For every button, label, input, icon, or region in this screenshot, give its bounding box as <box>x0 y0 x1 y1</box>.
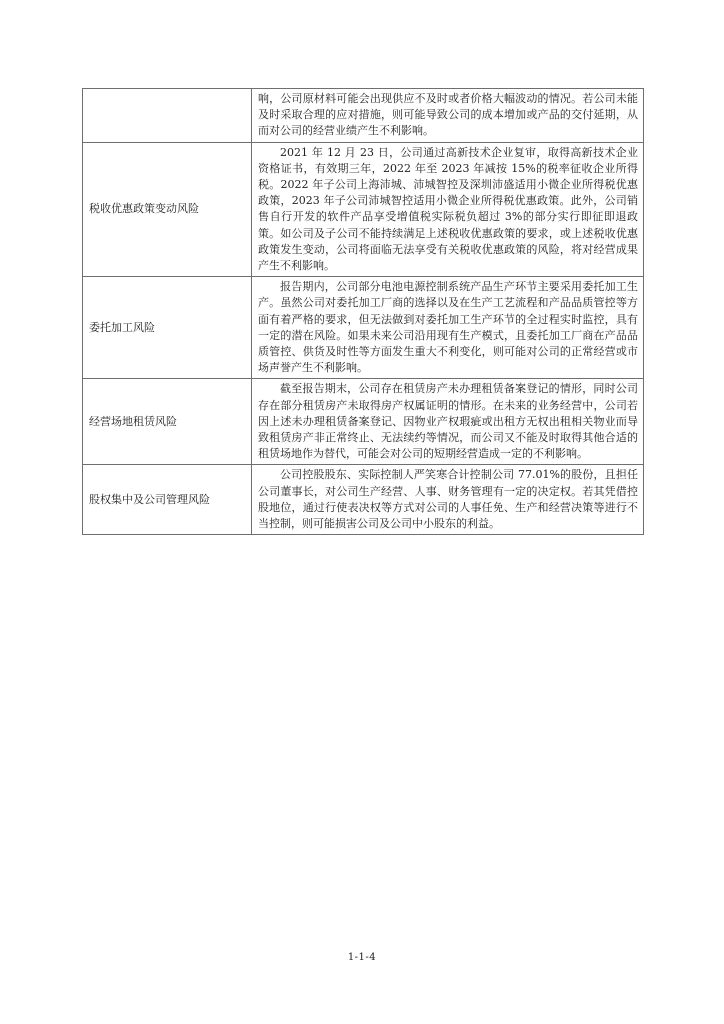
table-row <box>83 379 644 465</box>
risk-table <box>82 88 644 535</box>
table-row <box>83 142 644 277</box>
risk-description: 截至报告期末，公司存在租赁房产未办理租赁备案登记的情形，同时公司存在部分租赁房产未取得房产权属证明的情形。在未来的业务经营中，公司若因上述未办理租赁备案登记、因物业产权瑕疵或出租方无权出租相关物业而导致租赁房产非正常终止、无法续约等情况，而公司又不能及时取得其他合适的租赁场地作为替代，可能会对公司的短期经营造成一定的不利影响。 <box>252 379 644 465</box>
risk-name: 税收优惠政策变动风险 <box>83 142 252 277</box>
risk-description: 报告期内，公司部分电池电源控制系统产品生产环节主要采用委托加工生产。虽然公司对委托加工厂商的选择以及在生产工艺流程和产品品质管控等方面有着严格的要求，但无法做到对委托加工生产环节的全过程实时监控，具有一定的潜在风险。如果未来公司沿用现有生产模式，且委托加工厂商在产品品质管控、供货及时性等方面发生重大不利变化，则可能对公司的正常经营或市场声誉产生不利影响。 <box>252 277 644 379</box>
risk-name <box>83 89 252 143</box>
table-row <box>83 277 644 379</box>
page-number: 1-1-4 <box>347 952 377 963</box>
risk-description: 2021 年 12 月 23 日，公司通过高新技术企业复审，取得高新技术企业资格证书，有效期三年，2022 年至 2023 年减按 15%的税率征收企业所得税。2022 年子公司上海沛城、沛城智控及深圳沛盛适用小微企业所得税优惠政策，2023 年子公司沛城智控适用小微企业所得税优惠政策。此外，公司销售自行开发的软件产品享受增值税实际税负超过 3%的部分实行即征即退政策。如公司及子公司不能持续满足上述税收优惠政策的要求，或上述税收优惠政策发生变动，公司将面临无法享受有关税收优惠政策的风险，将对经营成果产生不利影响。 <box>252 142 644 277</box>
risk-description: 响，公司原材料可能会出现供应不及时或者价格大幅波动的情况。若公司未能及时采取合理的应对措施，则可能导致公司的成本增加或产品的交付延期，从而对公司的经营业绩产生不利影响。 <box>252 89 644 143</box>
risk-name: 委托加工风险 <box>83 277 252 379</box>
risk-description: 公司控股股东、实际控制人严笑寒合计控制公司 77.01%的股份，且担任公司董事长，对公司生产经营、人事、财务管理有一定的决定权。若其凭借控股地位，通过行使表决权等方式对公司的人事任免、生产和经营决策等进行不当控制，则可能损害公司及公司中小股东的利益。 <box>252 465 644 535</box>
table-row <box>83 465 644 535</box>
risk-name: 股权集中及公司管理风险 <box>83 465 252 535</box>
table-row <box>83 89 644 143</box>
risk-name: 经营场地租赁风险 <box>83 379 252 465</box>
